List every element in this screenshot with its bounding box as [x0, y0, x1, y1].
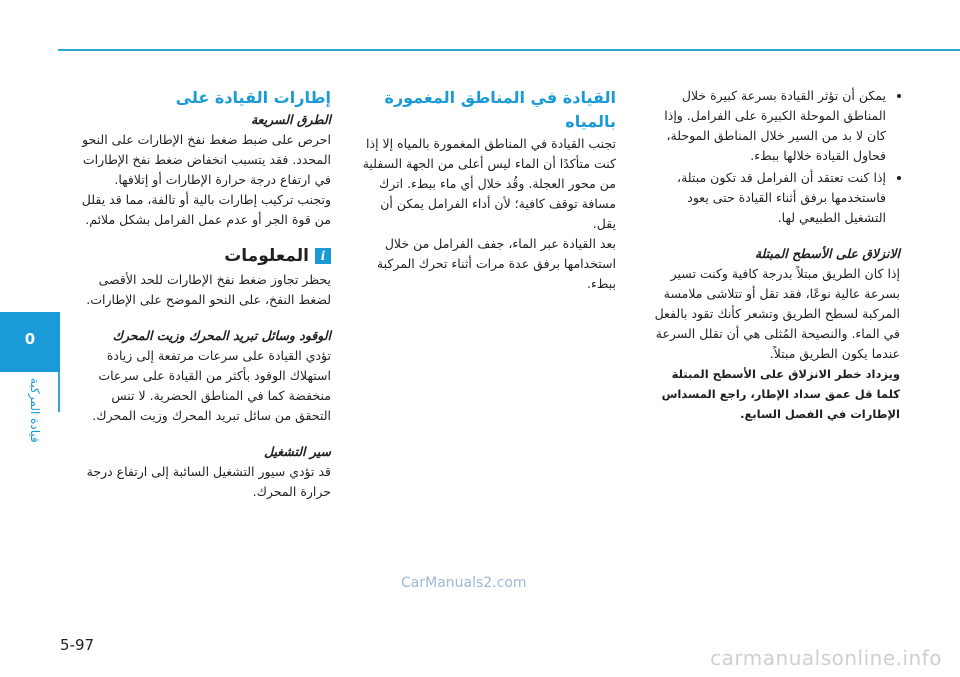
column-right: [650, 86, 900, 424]
info-icon: i: [315, 248, 331, 264]
list-item: • إذا كنت تعتقد أن الفرامل قد تكون مبتلة، فاستخدمها برفق أثناء القيادة حتى يعود التشغيل الطبيعي لها.: [650, 168, 886, 228]
watermark-link[interactable]: CarManuals2.com: [401, 575, 527, 591]
watermark-footer: carmanualsonline.info: [710, 646, 942, 670]
top-rule: [58, 49, 960, 51]
side-rule: [58, 372, 60, 412]
chapter-number: 0: [24, 330, 36, 348]
paragraph: وتجنب تركيب إطارات بالية أو تالفة، مما قد يقلل من قوة الجر أو عدم عمل الفرامل بشكل ملائم.: [81, 192, 331, 227]
section-subheading: الوقود وسائل تبريد المحرك وزيت المحرك: [112, 328, 331, 343]
section-heading: القيادة في المناطق المغمورة بالمياه: [384, 88, 616, 131]
bullet-list: [650, 86, 900, 228]
warning-text: ويزداد خطر الانزلاق على الأسطح المبتلة كلما قل عمق سداد الإطار، راجع المسداس الإطارات في الفصل السابع.: [661, 367, 900, 421]
section-subheading: الانزلاق على الأسطح المبتلة: [754, 246, 900, 261]
paragraph: يحظر تجاوز ضغط نفخ الإطارات للحد الأقصى لضغط النفخ، على النحو الموضح على الإطارات.: [86, 272, 331, 307]
paragraph: احرص على ضبط ضغط نفخ الإطارات على النحو المحدد. فقد يتسبب انخفاض ضغط نفخ الإطارات في ارتفاع درجة حرارة الإطارات أو إتلافها.: [82, 132, 331, 187]
paragraph: إذا كان الطريق مبتلاً بدرجة كافية وكنت تسير بسرعة عالية نوعًا، فقد تقل أو تتلاشى ملامسة المركبة لسطح الطريق وتشعر كأنك تقود بالفعل في الماء. والنصيحة المُثلى هي أن تقلل السرعة عندما يكون الطريق مبتلاً.: [654, 266, 900, 361]
column-left: [78, 86, 331, 502]
info-heading-label: المعلومات: [224, 246, 309, 266]
paragraph: قد تؤدي سيور التشغيل السائبة إلى ارتفاع درجة حرارة المحرك.: [86, 464, 331, 499]
column-middle: [362, 86, 616, 294]
section-subheading: الطرق السريعة: [250, 112, 331, 127]
info-heading: [78, 244, 331, 268]
section-heading: إطارات القيادة على: [175, 88, 331, 107]
page-number: 5-97: [60, 636, 95, 654]
chapter-tab: [0, 312, 60, 372]
list-item: • يمكن أن تؤثر القيادة بسرعة كبيرة خلال المناطق الموحلة الكبيرة على الفرامل. وإذا كان لا بد من السير خلال المناطق الموحلة، فحاول القيادة خلالها ببطء.: [650, 86, 886, 166]
paragraph: بعد القيادة عبر الماء، جفف الفرامل من خلال استخدامها برفق عدة مرات أثناء تحرك المركبة ببطء.: [376, 236, 616, 291]
paragraph: تجنب القيادة في المناطق المغمورة بالمياه إلا إذا كنت متأكدًا أن الماء ليس أعلى من الجهة السفلية من محور العجلة. وقُد خلال أي ماء ببطء. اترك مسافة توقف كافية؛ لأن أداء الفرامل يمكن أن يقل.: [362, 136, 616, 231]
paragraph: تؤدي القيادة على سرعات مرتفعة إلى زيادة استهلاك الوقود بأكثر من القيادة على سرعات منخفضة كما في المناطق الحضرية. لا تنس التحقق من سائل تبريد المحرك وزيت المحرك.: [92, 348, 331, 423]
chapter-label: قيادة المركبة: [28, 378, 42, 443]
section-subheading: سير التشغيل: [264, 444, 331, 459]
